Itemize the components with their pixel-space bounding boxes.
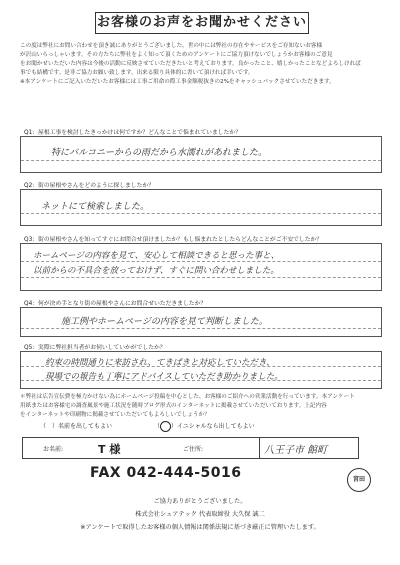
option-name-ok[interactable]: （ ）名前を出してもよい xyxy=(40,423,113,430)
intro-line: をお聞かせいただいた内容は今後の活動に反映させていただきたいと考えております。良かったこと、嬉しかったことなどよろしければ xyxy=(20,61,361,67)
answer-3-line-2: 以前からの不具合を放っておけず、すぐに問い合わせしました。 xyxy=(33,266,279,276)
notice-line: をインターネットや印刷物に掲載させていただいてもよろしいでしょうか？ xyxy=(20,412,210,418)
answer-line xyxy=(21,328,381,329)
intro-line: 事でも結構です。是非ご協力お願い致します。出来る限り具体的に書いて頂ければ幸いです。 xyxy=(20,70,254,76)
publication-notice xyxy=(20,393,382,420)
answer-4-line-1: 施工例やホームページの内容を見て判断しました。 xyxy=(61,317,268,327)
intro-line: この度は弊社にお問い合わせを頂き誠にありがとうございました。世の中には弊社の存在やサービスをご存知ないお客様 xyxy=(20,43,323,49)
intro-line: が沢山いらっしゃいます。その方たちに弊社をよく知って頂くためのアンケートにご協力頂けないでしょうかお客様のご意見 xyxy=(20,52,333,58)
answer-5-line-1: 約束の時間通りに来訪され、てきぱきと対応していただき、 xyxy=(45,358,275,368)
question-3: Q3：街の屋根やさんを知ってすぐにお問合せ頂けましたか？もし悩まれたとしたらどんなことがご不安でしたか？ xyxy=(24,237,323,243)
option-initial-ok[interactable]: （ ）イニシャルなら出してもよい xyxy=(153,423,255,430)
answer-2-line-1: ネットにて検索しました。 xyxy=(41,202,150,212)
fax-number: FAX 042-444-5016 xyxy=(90,465,242,481)
thanks-text: ご協力ありがとうございました。 xyxy=(153,498,247,505)
answer-box-5 xyxy=(20,351,382,389)
privacy-note: ※アンケートで取得したお客様の個人情報は関係法規に基づき厳正に管理いたします。 xyxy=(80,524,320,531)
answer-line xyxy=(21,261,381,262)
option-name-ok-label: 名前を出してもよい xyxy=(58,423,113,430)
address-field[interactable] xyxy=(258,437,359,459)
company-info: 株式会社シェアテック 代表取締役 大久保 誠二 xyxy=(135,511,265,518)
name-value: T 様 xyxy=(98,443,121,456)
address-label: ご住所: xyxy=(183,446,204,453)
answer-box-1 xyxy=(20,136,382,173)
answer-line xyxy=(21,213,381,214)
notice-line: ＊弊社は広告宣伝費を極力かけない為にホームページ投稿を中心とした、お客様のご紹介への営業活動を行っています。本アンケート xyxy=(20,394,355,400)
intro-note: ※本アンケートにご記入いただいたお客様には工事ご用命の際工事金額税抜きの2%をキャッシュバックさせていただきます。 xyxy=(20,79,335,85)
address-value: 八王子市 館町 xyxy=(264,445,328,456)
intro-text xyxy=(20,42,382,87)
question-2: Q2：街の屋根やさんをどのように探しましたか？ xyxy=(24,183,154,189)
consent-options xyxy=(40,421,295,432)
company-stamp: 宮田 xyxy=(347,468,371,492)
answer-line xyxy=(21,160,381,161)
form-title: お客様のお声をお聞かせください xyxy=(95,12,309,34)
question-4: Q4：何が決め手となり街の屋根やさんにお問合せいただきましたか？ xyxy=(24,301,207,307)
name-label: お名前: xyxy=(43,446,64,453)
answer-5-line-2: 現場での報告も丁寧にアドバイスしていただき助かりました。 xyxy=(45,372,283,382)
answer-1-line-1: 特にバルコニーからの雨だから水濡れがあれました。 xyxy=(51,148,268,158)
notice-line: 用紙またはお客様宅の調査風景や施工状況を随時ブログ形式のインターネットに掲載させていただいております。上記内容 xyxy=(20,403,327,409)
question-1: Q1：屋根工事を検討したきっかけは何ですか？どんなことで悩まれていましたか？ xyxy=(24,130,241,136)
answer-box-4 xyxy=(20,307,382,337)
answer-box-2 xyxy=(20,189,382,226)
name-field[interactable] xyxy=(22,437,260,459)
option-initial-ok-label: イニシャルなら出してもよい xyxy=(176,423,255,430)
answer-box-3 xyxy=(20,243,382,291)
selected-circle-icon xyxy=(160,421,171,432)
question-5: Q5：実際に弊社担当者がお伺いしていかがでしたか？ xyxy=(24,345,166,351)
answer-3-line-1: ホームページの内容を見て、安心して相談できると思った事と、 xyxy=(33,251,280,261)
answer-line xyxy=(21,277,381,278)
